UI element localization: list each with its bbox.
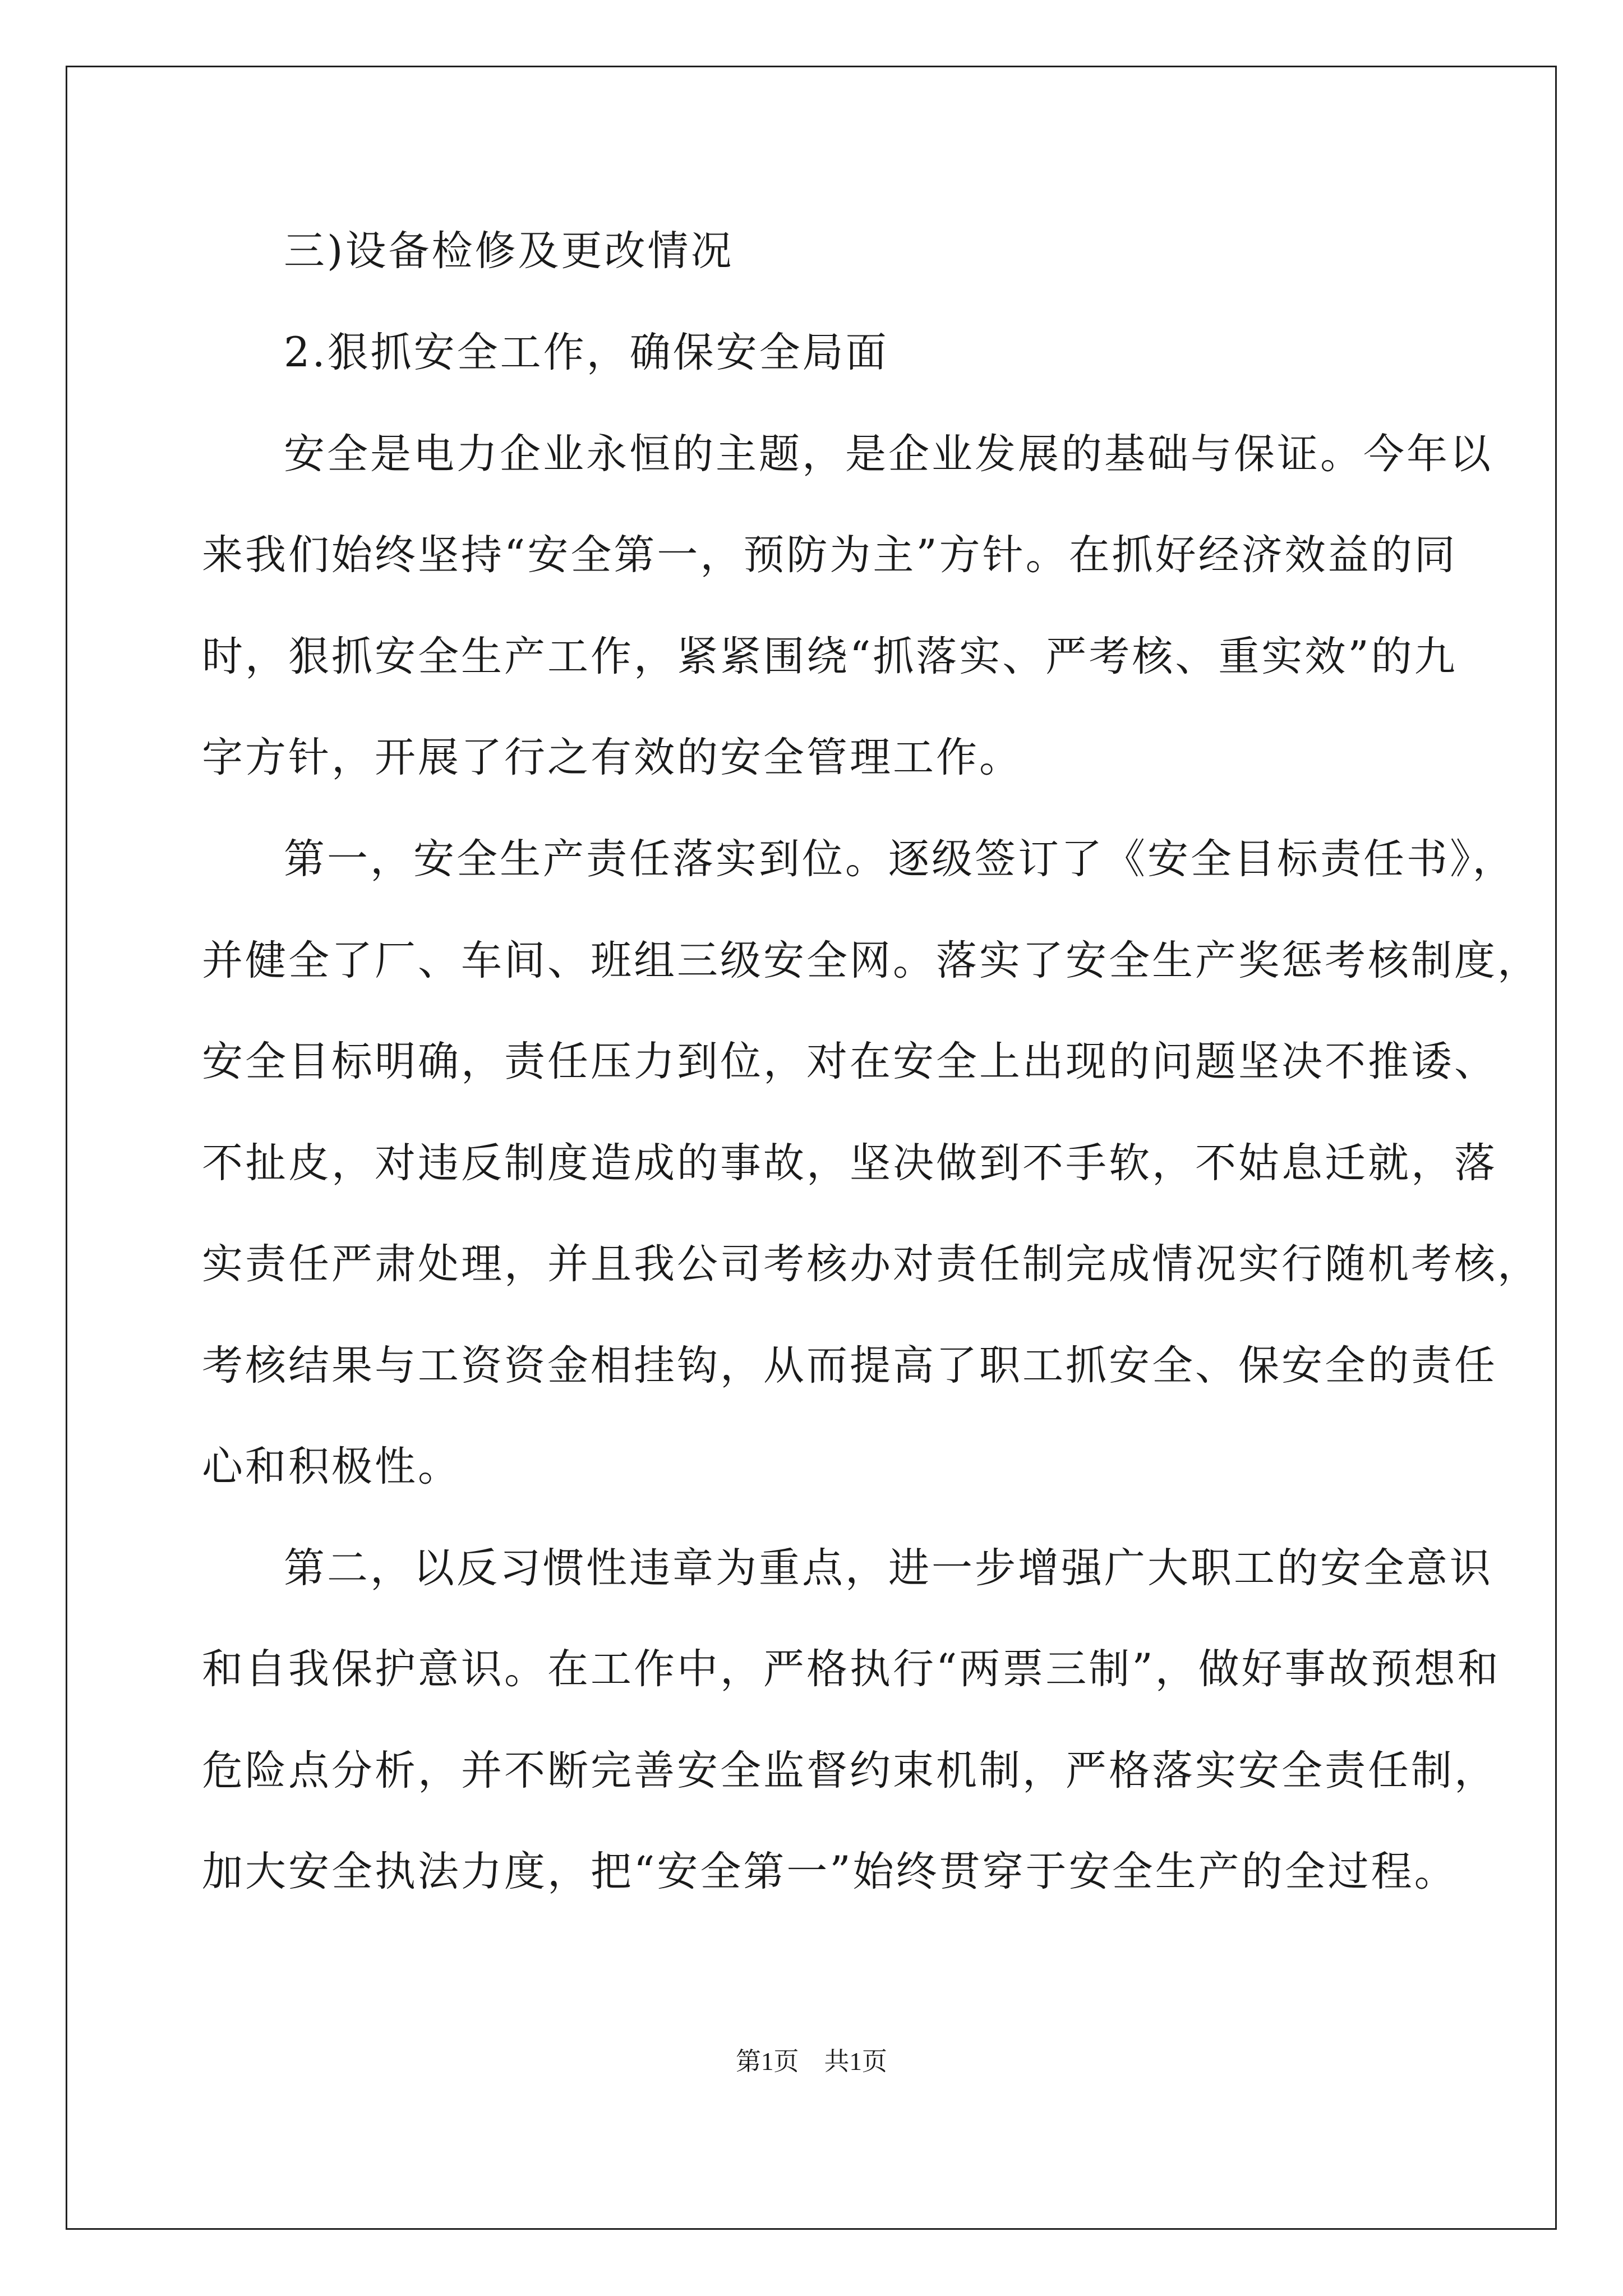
page-footer	[0, 2045, 1623, 2078]
page-number-current: 第1页	[735, 2047, 799, 2076]
paragraph-line: 心和积极性。	[202, 1443, 461, 1490]
subsection-heading: 2.狠抓安全工作，确保安全局面	[284, 329, 889, 376]
paragraph-line: 安全是电力企业永恒的主题，是企业发展的基础与保证。今年以	[284, 430, 1493, 478]
paragraph-line: 危险点分析，并不断完善安全监督约束机制，严格落实安全责任制，	[202, 1747, 1497, 1795]
page-number-total: 共1页	[824, 2047, 888, 2076]
paragraph-line: 时，狠抓安全生产工作，紧紧围绕“抓落实、严考核、重实效”的九	[202, 633, 1458, 680]
paragraph-line: 不扯皮，对违反制度造成的事故，坚决做到不手软，不姑息迁就，落	[202, 1139, 1497, 1187]
paragraph-line: 字方针，开展了行之有效的安全管理工作。	[202, 734, 1022, 781]
paragraph-line: 加大安全执法力度，把“安全第一”始终贯穿于安全生产的全过程。	[202, 1848, 1458, 1895]
paragraph-line: 考核结果与工资资金相挂钩，从而提高了职工抓安全、保安全的责任	[202, 1342, 1497, 1389]
section-heading: 三)设备检修及更改情况	[284, 227, 734, 275]
paragraph-line: 并健全了厂、车间、班组三级安全网。落实了安全生产奖惩考核制度，	[202, 937, 1541, 984]
paragraph-line: 安全目标明确，责任压力到位，对在安全上出现的问题坚决不推诿、	[202, 1038, 1497, 1085]
paragraph-line: 实责任严肃处理，并且我公司考核办对责任制完成情况实行随机考核，	[202, 1240, 1541, 1288]
paragraph-line: 第二，以反习惯性违章为重点，进一步增强广大职工的安全意识	[284, 1544, 1493, 1592]
paragraph-line: 来我们始终坚持“安全第一，预防为主”方针。在抓好经济效益的同	[202, 531, 1458, 579]
paragraph-line: 和自我保护意识。在工作中，严格执行“两票三制”，做好事故预想和	[202, 1645, 1501, 1693]
paragraph-line: 第一，安全生产责任落实到位。逐级签订了《安全目标责任书》，	[284, 835, 1516, 883]
